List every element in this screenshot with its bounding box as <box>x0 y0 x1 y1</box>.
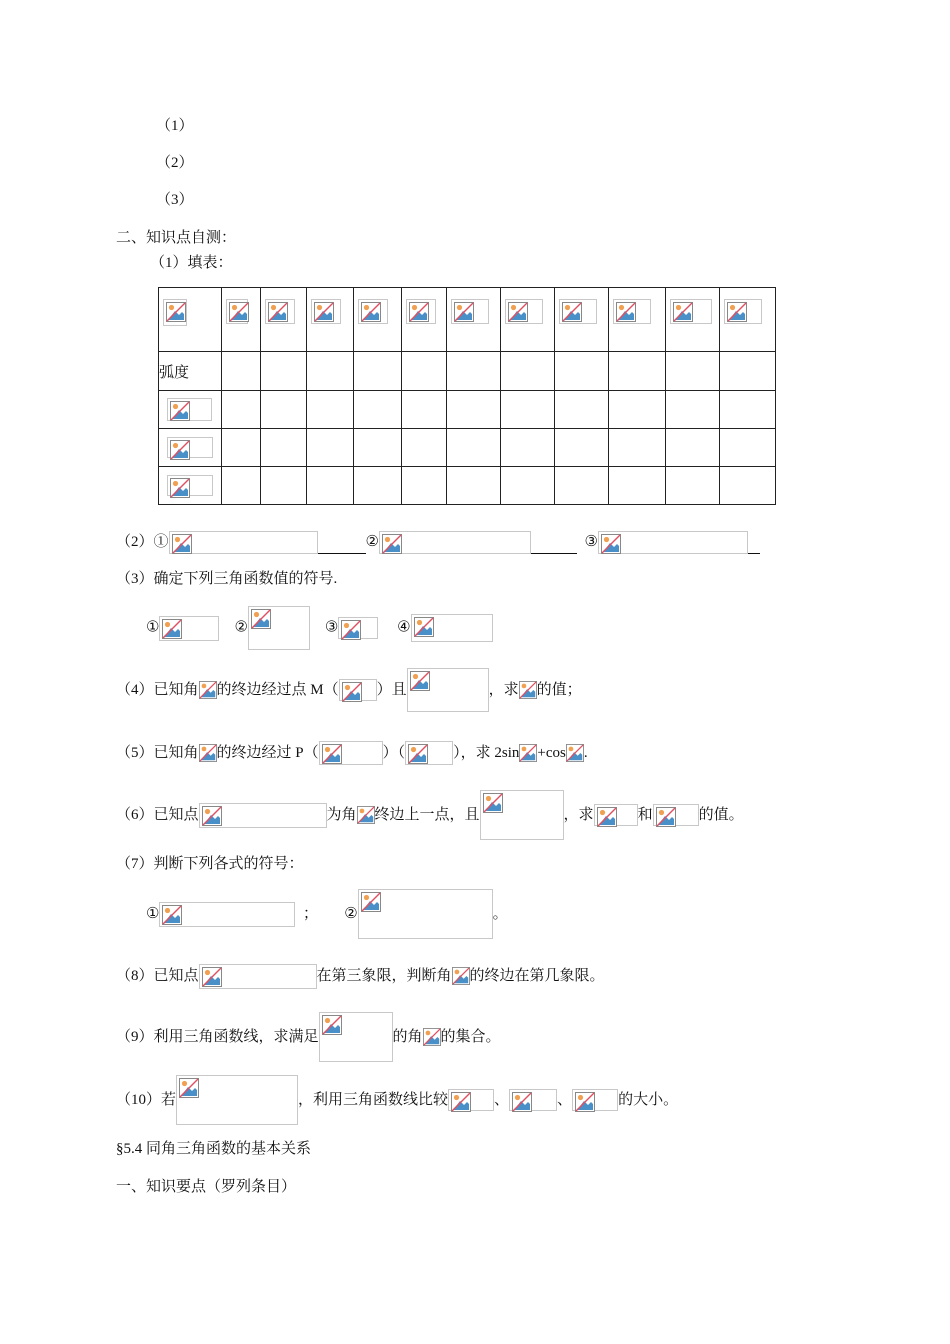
text: 。 <box>492 906 508 922</box>
text: 在第三象限，判断角 <box>316 968 452 984</box>
formula-image <box>338 617 378 639</box>
text: . <box>583 745 588 761</box>
table-cell <box>221 429 260 467</box>
table-cell <box>609 352 666 391</box>
formula-image <box>199 681 217 699</box>
image-icon <box>179 1078 199 1098</box>
question-8 <box>116 963 605 989</box>
image-icon <box>562 302 582 322</box>
formula-image <box>176 1075 298 1125</box>
answer-blank[interactable] <box>748 537 760 554</box>
formula-image <box>405 741 453 765</box>
formula-image <box>159 616 219 641</box>
question-7-items <box>146 889 508 939</box>
table-row-label: 弧度 <box>159 352 222 391</box>
image-icon <box>357 806 375 824</box>
text: （8）已知点 <box>116 968 199 984</box>
formula-image <box>505 299 543 324</box>
table-row <box>159 429 776 467</box>
formula-image <box>598 531 748 554</box>
table-cell <box>401 288 447 352</box>
formula-image <box>572 1089 618 1111</box>
text: ）（ <box>382 745 406 761</box>
table-cell <box>260 288 306 352</box>
text: ）且 <box>376 682 407 698</box>
image-icon <box>508 302 528 322</box>
table-cell <box>555 467 609 505</box>
text: ，求 <box>488 682 519 698</box>
fill-table-label: （1）填表： <box>150 255 233 271</box>
table-cell <box>353 288 401 352</box>
table-cell <box>555 288 609 352</box>
question-4 <box>116 668 582 712</box>
text: 的终边经过 P（ <box>216 745 319 761</box>
image-icon <box>616 302 636 322</box>
table-cell <box>501 429 555 467</box>
table-cell <box>720 429 776 467</box>
text: ，求 <box>563 807 594 823</box>
formula-image <box>311 299 341 324</box>
table-cell <box>447 391 501 429</box>
formula-image <box>167 437 213 458</box>
image-icon <box>170 478 190 498</box>
image-icon <box>202 967 222 987</box>
table-cell <box>353 391 401 429</box>
formula-image <box>451 299 489 324</box>
image-icon <box>361 892 381 912</box>
image-icon <box>727 302 747 322</box>
table-cell <box>260 467 306 505</box>
image-icon <box>519 744 537 762</box>
text: （9）利用三角函数线，求满足 <box>116 1029 319 1045</box>
formula-image <box>670 299 712 324</box>
formula-image <box>379 531 531 554</box>
text: 的终边在第几象限。 <box>469 968 605 984</box>
formula-image <box>519 681 537 699</box>
image-icon <box>251 609 271 629</box>
circled-number: ② <box>344 906 358 922</box>
image-icon <box>575 1092 595 1112</box>
formula-image <box>339 679 377 701</box>
table-cell <box>260 391 306 429</box>
answer-blank[interactable] <box>531 537 577 554</box>
image-icon <box>423 1028 441 1046</box>
image-icon <box>202 806 222 826</box>
table-cell <box>501 391 555 429</box>
text: 终边上一点，且 <box>374 807 480 823</box>
formula-image <box>724 299 762 324</box>
circled-number: ② <box>365 533 379 550</box>
text: （4）已知角 <box>116 682 199 698</box>
circled-number: ① <box>146 906 160 922</box>
image-icon <box>166 302 186 322</box>
formula-image <box>411 614 493 642</box>
table-cell <box>306 352 353 391</box>
table-cell <box>555 429 609 467</box>
formula-image <box>519 744 537 762</box>
text: +cos <box>537 745 566 761</box>
formula-image <box>613 299 651 324</box>
table-cell <box>666 429 720 467</box>
image-icon <box>414 617 434 637</box>
table-cell <box>353 352 401 391</box>
image-icon <box>566 744 584 762</box>
table-cell <box>447 288 501 352</box>
table-cell <box>401 391 447 429</box>
image-icon <box>170 440 190 460</box>
table-cell <box>260 352 306 391</box>
image-icon <box>314 302 334 322</box>
image-icon <box>451 1092 471 1112</box>
image-icon <box>172 534 192 554</box>
item-1: （1） <box>156 118 194 134</box>
image-icon <box>170 401 190 421</box>
image-icon <box>673 302 693 322</box>
table-cell <box>666 288 720 352</box>
table-cell <box>401 467 447 505</box>
circled-number: ② <box>234 619 248 636</box>
image-icon <box>454 302 474 322</box>
question-2 <box>116 531 760 554</box>
table-cell <box>720 467 776 505</box>
image-icon <box>199 681 217 699</box>
item-2: （2） <box>156 155 194 171</box>
text: （6）已知点 <box>116 807 199 823</box>
formula-image <box>199 803 327 828</box>
section-title: §5.4 同角三角函数的基本关系 <box>116 1141 312 1157</box>
formula-image <box>167 475 213 496</box>
table-cell <box>609 391 666 429</box>
image-icon <box>410 671 430 691</box>
formula-image <box>423 1028 441 1046</box>
table-row-radian <box>159 352 776 391</box>
text: ，利用三角函数线比较 <box>298 1092 449 1108</box>
table-cell <box>260 429 306 467</box>
table-cell <box>401 429 447 467</box>
table-header-row <box>159 288 776 352</box>
text: 的值； <box>536 682 582 698</box>
table-cell <box>221 352 260 391</box>
table-cell <box>159 391 222 429</box>
table-cell <box>401 352 447 391</box>
text: 的值。 <box>698 807 744 823</box>
image-icon <box>408 744 428 764</box>
image-icon <box>519 681 537 699</box>
circled-number: ① <box>153 533 169 550</box>
table-cell <box>666 391 720 429</box>
image-icon <box>162 905 182 925</box>
formula-image <box>319 1012 393 1062</box>
table-cell <box>159 429 222 467</box>
table-cell <box>447 467 501 505</box>
table-cell <box>720 288 776 352</box>
circled-number: ③ <box>584 533 598 550</box>
formula-image <box>358 299 388 324</box>
table-cell <box>555 352 609 391</box>
text: （10）若 <box>116 1092 177 1108</box>
formula-image <box>358 889 493 939</box>
table-cell <box>609 288 666 352</box>
image-icon <box>452 967 470 985</box>
answer-blank[interactable] <box>318 537 366 554</box>
image-icon <box>199 744 217 762</box>
question-6 <box>116 790 744 840</box>
table-row <box>159 391 776 429</box>
formula-image <box>226 299 248 324</box>
formula-image <box>319 741 383 765</box>
question-7-text: （7）判断下列各式的符号： <box>116 856 304 872</box>
image-icon <box>268 302 288 322</box>
table-cell <box>353 467 401 505</box>
question-10 <box>116 1075 678 1125</box>
text: ； <box>302 906 318 922</box>
table-cell <box>221 391 260 429</box>
image-icon <box>382 534 402 554</box>
formula-image <box>167 398 212 421</box>
formula-image <box>509 1089 557 1111</box>
text: 、 <box>494 1092 510 1108</box>
image-icon <box>341 620 361 640</box>
table-cell <box>720 352 776 391</box>
formula-image <box>480 790 564 840</box>
table-cell <box>159 467 222 505</box>
formula-image <box>452 967 470 985</box>
table-cell <box>306 429 353 467</box>
table-cell <box>609 467 666 505</box>
formula-image <box>163 299 187 326</box>
table-cell <box>221 467 260 505</box>
image-icon <box>601 534 621 554</box>
table-cell <box>720 391 776 429</box>
table-cell <box>221 288 260 352</box>
image-icon <box>483 793 503 813</box>
table-cell <box>306 391 353 429</box>
table-cell <box>306 288 353 352</box>
image-icon <box>512 1092 532 1112</box>
image-icon <box>229 302 249 322</box>
text: 的角 <box>392 1029 423 1045</box>
circled-number: ③ <box>324 619 339 636</box>
image-icon <box>342 682 362 702</box>
image-icon <box>322 1015 342 1035</box>
question-number: （2） <box>116 533 154 550</box>
formula-image <box>406 299 436 324</box>
table-cell <box>306 467 353 505</box>
circled-number: ① <box>146 619 160 636</box>
item-3: （3） <box>156 192 194 208</box>
text: 和 <box>637 807 653 823</box>
image-icon <box>361 302 381 322</box>
formula-image <box>265 299 295 324</box>
image-icon <box>162 619 182 639</box>
text: ），求 2sin <box>453 745 520 761</box>
formula-image <box>248 606 310 650</box>
section-heading: 二、知识点自测： <box>116 230 237 246</box>
table-cell <box>159 288 222 352</box>
question-5 <box>116 741 588 765</box>
formula-image <box>566 744 584 762</box>
question-3-text: （3）确定下列三角函数值的符号. <box>116 571 338 587</box>
image-icon <box>322 744 342 764</box>
text: 、 <box>557 1092 573 1108</box>
fill-table <box>158 287 776 505</box>
table-cell <box>501 288 555 352</box>
text: （5）已知角 <box>116 745 199 761</box>
text: 的大小。 <box>618 1092 679 1108</box>
table-cell <box>501 467 555 505</box>
formula-image <box>559 299 597 324</box>
table-cell <box>447 429 501 467</box>
formula-image <box>169 531 318 554</box>
question-9 <box>116 1012 501 1062</box>
question-3-items <box>146 606 493 650</box>
table-cell <box>555 391 609 429</box>
table-cell <box>666 467 720 505</box>
formula-image <box>407 668 489 712</box>
text: 的终边经过点 M（ <box>216 682 339 698</box>
formula-image <box>653 804 699 826</box>
text: 的集合。 <box>440 1029 501 1045</box>
formula-image <box>199 964 317 989</box>
formula-image <box>199 744 217 762</box>
image-icon <box>409 302 429 322</box>
formula-image <box>159 902 295 927</box>
formula-image <box>357 806 375 824</box>
table-cell <box>501 352 555 391</box>
formula-image <box>594 804 638 826</box>
table-cell <box>666 352 720 391</box>
table-cell <box>353 429 401 467</box>
table-cell <box>447 352 501 391</box>
table-cell <box>609 429 666 467</box>
formula-image <box>448 1089 494 1111</box>
circled-number: ④ <box>397 619 411 636</box>
text: 为角 <box>326 807 357 823</box>
table-row <box>159 467 776 505</box>
image-icon <box>597 807 617 827</box>
section-subheading: 一、知识要点（罗列条目） <box>116 1179 297 1195</box>
image-icon <box>656 807 676 827</box>
